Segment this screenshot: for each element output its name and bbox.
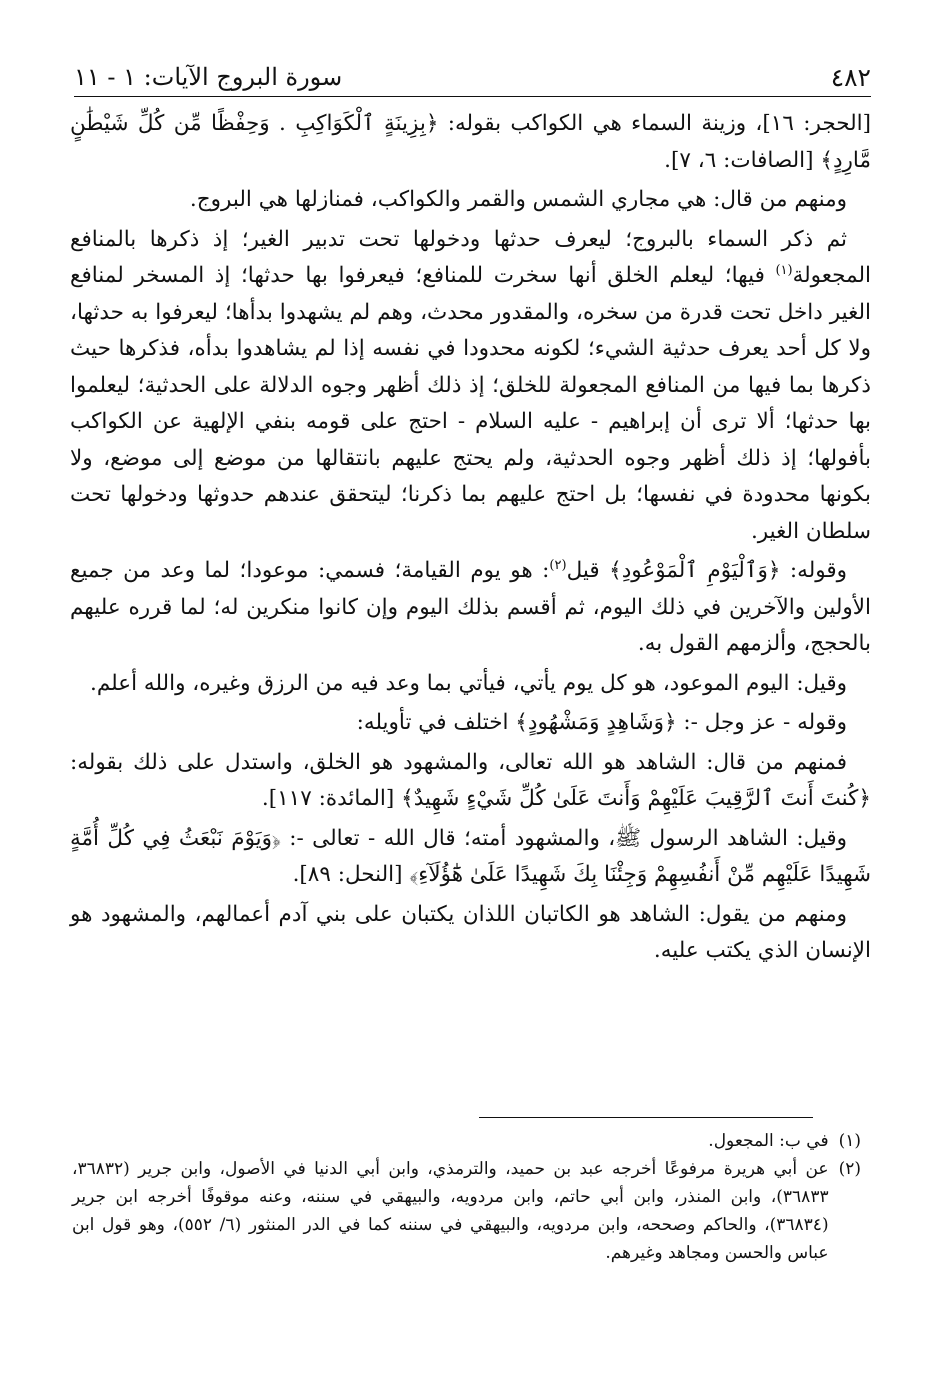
paragraph-6: وقوله - عز وجل -: ﴿وَشَاهِدٍ وَمَشْهُودٍ﴾ اختلف في تأويله: bbox=[356, 710, 847, 735]
paragraph-3 bbox=[70, 222, 871, 551]
footnote-2 bbox=[72, 1155, 861, 1267]
paragraph-4-part-b: : هو يوم القيامة؛ فسمي: موعودا؛ لما وعد من جميع الأولين والآخرين في ذلك اليوم، ثم أقسم بذلك اليوم وإن كانوا منكرين له؛ لما قرره عليهم بالحجج، وألزمهم القول به. bbox=[70, 558, 871, 656]
footnote-2-text: عن أبي هريرة مرفوعًا أخرجه عبد بن حميد، والترمذي، وابن أبي الدنيا في الأصول، وابن جرير (٣٦٨٣٢، ٣٦٨٣٣)، وابن المنذر، وابن أبي حاتم، وابن مردويه، والبيهقي في سننه، وعنه موقوفًا أخرجه ابن جرير (٣٦٨٣٤)، والحاكم وصححه، وابن مردويه، والبيهقي في سننه كما في الدر المنثور (٦/ ٥٥٢)، وهو قول ابن عباس والحسن ومجاهد وغيرهم. bbox=[72, 1159, 829, 1263]
footnote-1-text: في ب: المجعول. bbox=[708, 1131, 829, 1151]
paragraph-7: فمنهم من قال: الشاهد هو الله تعالى، والمشهود هو الخلق، واستدل على ذلك بقوله: ﴿كُنتَ أَنتَ ٱلرَّقِيبَ عَلَيْهِمْ وَأَنتَ عَلَىٰ كُلِّ شَيْءٍ شَهِيدٌ﴾ [المائدة: ١١٧]. bbox=[70, 749, 871, 811]
footnote-ref-1[interactable]: (١) bbox=[775, 262, 793, 278]
paragraph-8: وقيل: الشاهد الرسول ﷺ، والمشهود أمته؛ قال الله - تعالى -: ﴿وَيَوْمَ نَبْعَثُ فِي كُلِّ أُمَّةٍ شَهِيدًا عَلَيْهِم مِّنْ أَنفُسِهِمْ وَجِئْنَا بِكَ شَهِيدًا عَلَىٰ هَٰٓؤُلَآءِ﴾ [النحل: ٨٩]. bbox=[70, 825, 871, 887]
main-text bbox=[70, 106, 871, 973]
paragraph-4-part-a: وقوله: ﴿وَٱلْيَوْمِ ٱلْمَوْعُودِ﴾ قيل bbox=[566, 558, 848, 583]
footnote-ref-2[interactable]: (٢) bbox=[549, 557, 567, 573]
page-number: ٤٨٢ bbox=[830, 62, 871, 92]
paragraph-3-part-a: ثم ذكر السماء بالبروج؛ ليعرف حدثها ودخولها تحت تدبير الغير؛ إذ ذكرها بالمنافع المجعولة bbox=[70, 226, 871, 288]
paragraph-2: ومنهم من قال: هي مجاري الشمس والقمر والكواكب، فمنازلها هي البروج. bbox=[189, 187, 847, 212]
page-header bbox=[74, 58, 871, 97]
footnote-1 bbox=[72, 1127, 861, 1155]
paragraph-9: ومنهم من يقول: الشاهد هو الكاتبان اللذان يكتبان على بني آدم أعمالهم، والمشهود هو الإنسان الذي يكتب عليه. bbox=[70, 901, 871, 963]
paragraph-5: وقيل: اليوم الموعود، هو كل يوم يأتي، فيأتي بما وعد فيه من الرزق وغيره، والله أعلم. bbox=[90, 670, 847, 696]
footnotes bbox=[72, 1127, 861, 1267]
paragraph-3-part-b: فيها؛ ليعلم الخلق أنها سخرت للمنافع؛ فيعرفوا بها حدثها؛ إذ المسخر لمنافع الغير داخل تحت قدرة من سخره، والمقدور محدث، وهم لم يشهدوا بدأها؛ ليعرفوا به حدثها، ولا كل أحد يعرف حدثية الشيء؛ لكونه محدودا في نفسه إذا لم يشاهدوا بدأه، فذكرها حيث ذكرها بما فيها من المنافع المجعولة للخلق؛ إذ ذلك أظهر وجوه الدلالة على الحدثية؛ ليعلموا بها حدثها؛ ألا ترى أن إبراهيم - عليه السلام - احتج على قومه بنفي الإلهية عن الكواكب بأفولها؛ إذ ذلك أظهر وجوه الحدثية، ولم يحتج عليهم بانتقالها من موضع إلى موضع، ولا بكونها محدودة في نفسها؛ بل احتج عليهم بما ذكرنا؛ ليتحقق عندهم حدوثها ودخولها تحت سلطان الغير. bbox=[70, 263, 871, 544]
footnote-2-number: (٢) bbox=[838, 1159, 861, 1179]
paragraph-4 bbox=[70, 553, 871, 663]
paragraph-1: [الحجر: ١٦]، وزينة السماء هي الكواكب بقوله: ﴿بِزِينَةٍ ٱلْكَوَاكِبِ . وَحِفْظًا مِّن كُلِّ شَيْطَٰنٍ مَّارِدٍ﴾ [الصافات: ٦، ٧]. bbox=[70, 111, 871, 173]
footnote-1-number: (١) bbox=[838, 1131, 861, 1151]
running-title: سورة البروج الآيات: ١ - ١١ bbox=[74, 63, 343, 91]
footnote-separator bbox=[479, 1117, 813, 1118]
